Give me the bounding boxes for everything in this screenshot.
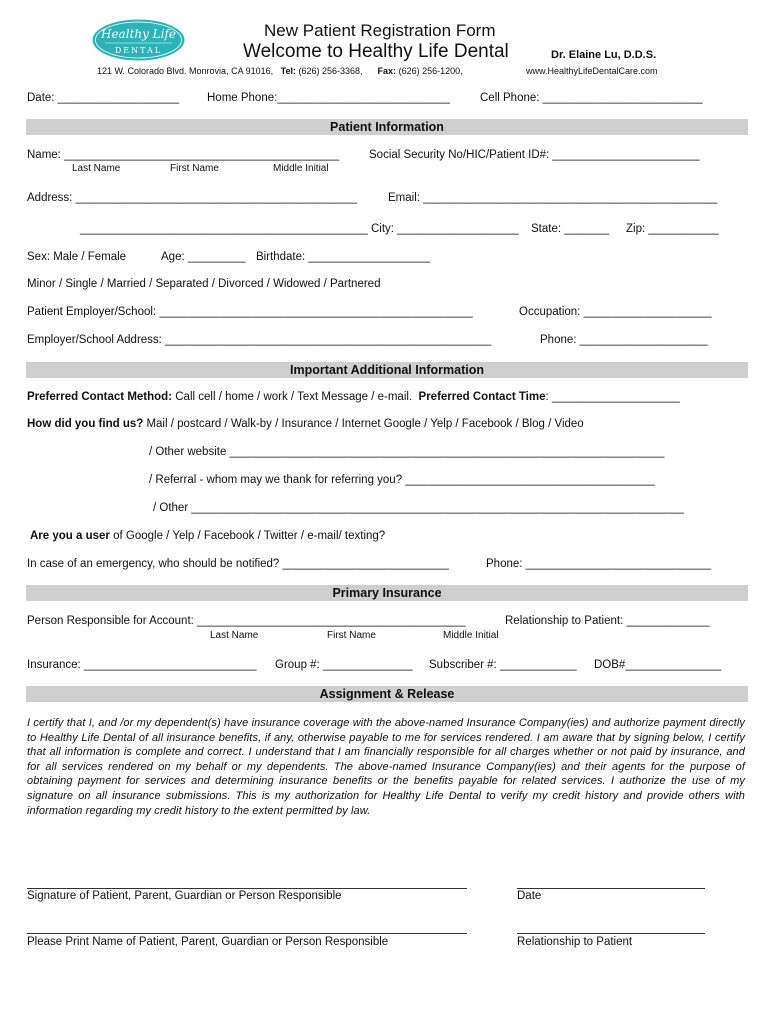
date-signature-line[interactable]: [517, 888, 705, 889]
form-title: New Patient Registration Form: [264, 21, 496, 40]
additional-information-header: Important Additional Information: [26, 362, 748, 378]
state-field[interactable]: State: _______: [531, 223, 610, 235]
contact-time-label: Preferred Contact Time: [418, 391, 546, 403]
find-us-row[interactable]: [27, 418, 584, 430]
occupation-field[interactable]: Occupation: ____________________: [519, 306, 712, 318]
emergency-phone-field[interactable]: Phone: _____________________________: [486, 558, 712, 570]
assignment-release-header: Assignment & Release: [26, 686, 748, 702]
group-number-field[interactable]: Group #: ______________: [275, 659, 413, 671]
employer-phone-field[interactable]: Phone: ____________________: [540, 334, 708, 346]
user-of-row[interactable]: [30, 530, 385, 542]
doctor-name: Dr. Elaine Lu, D.D.S.: [551, 49, 657, 61]
relationship-label: Relationship to Patient: [517, 936, 633, 948]
signature-label: Signature of Patient, Parent, Guardian or Person Responsible: [27, 890, 342, 902]
logo-text-dental: DENTAL: [114, 46, 163, 55]
name-field[interactable]: Name: ___________________________________________: [27, 149, 340, 161]
contact-method-options: Call cell / home / work / Text Message / e-mail.: [172, 391, 413, 403]
fax-label: Fax:: [377, 66, 397, 76]
ins-last-name-caption: Last Name: [210, 630, 259, 641]
city-field[interactable]: _____________________________________________ City: ___________________: [80, 223, 519, 235]
print-name-line[interactable]: [27, 933, 467, 934]
subscriber-number-field[interactable]: Subscriber #: ____________: [429, 659, 577, 671]
address-field[interactable]: Address: ____________________________________________: [27, 192, 357, 204]
employer-field[interactable]: Patient Employer/School: _________________________________________________: [27, 306, 473, 318]
dob-field[interactable]: DOB#_______________: [594, 659, 722, 671]
home-phone-field[interactable]: Home Phone:___________________________: [207, 92, 451, 104]
responsible-person-field[interactable]: Person Responsible for Account: __________________________________________: [27, 615, 466, 627]
release-statement: I certify that I, and /or my dependent(s) have insurance coverage with the above-named Insurance Company(ies) and authorize payment directly to Healthy Life Dental of all insurance benefits, if any, otherwise payable to me for services rendered. I am aware that by signing below, I certify that all information is complete and correct. I understand that I am financially responsible for all charges whether or not paid by insurance, and for all services rendered on my behalf or my dependents. The above-named Insurance Company(ies) and their agents for the purpose of obtaining payment for services and determining insurance benefits or the benefits payable for related services. I authorize the use of my signature on all insurance submissions. This is my authorization for Healthy Life Dental to verify my credit history and provide others with information regarding my credit history to the extent permitted by law.: [27, 717, 745, 817]
website: www.HealthyLifeDentalCare.com: [526, 66, 658, 76]
primary-insurance-header: Primary Insurance: [26, 585, 748, 601]
first-name-caption: First Name: [170, 163, 219, 174]
email-field[interactable]: Email: ______________________________________________: [388, 192, 718, 204]
last-name-caption: Last Name: [72, 163, 121, 174]
ssn-field[interactable]: Social Security No/HIC/Patient ID#: _______________________: [369, 149, 700, 161]
age-field[interactable]: Age: _________: [161, 251, 246, 263]
relationship-line[interactable]: [517, 933, 705, 934]
emergency-contact-field[interactable]: In case of an emergency, who should be notified? __________________________: [27, 558, 449, 570]
referral-field[interactable]: / Referral - whom may we thank for referring you? _______________________________________: [149, 474, 655, 486]
find-us-label: How did you find us?: [27, 418, 144, 430]
cell-phone-field[interactable]: Cell Phone: _________________________: [480, 92, 703, 104]
contact-method-label: Preferred Contact Method:: [27, 391, 173, 403]
signature-date-label: Date: [517, 890, 542, 902]
other-field[interactable]: / Other _____________________________________________________________________________: [153, 502, 684, 514]
fax-value: (626) 256-1200,: [398, 66, 463, 76]
print-name-label: Please Print Name of Patient, Parent, Guardian or Person Responsible: [27, 936, 389, 948]
user-options: of Google / Yelp / Facebook / Twitter / e-mail/ texting?: [109, 530, 386, 542]
ins-middle-initial-caption: Middle Initial: [443, 630, 499, 641]
find-us-options: Mail / postcard / Walk-by / Insurance / Internet Google / Yelp / Facebook / Blog / Video: [143, 418, 584, 430]
sex-options[interactable]: Sex: Male / Female: [27, 251, 127, 263]
patient-information-header: Patient Information: [26, 119, 748, 135]
welcome-heading: Welcome to Healthy Life Dental: [243, 41, 509, 62]
middle-initial-caption: Middle Initial: [273, 163, 329, 174]
insurance-field[interactable]: Insurance: ___________________________: [27, 659, 257, 671]
relationship-field[interactable]: Relationship to Patient: _____________: [505, 615, 710, 627]
other-website-field[interactable]: / Other website ____________________________________________________________________: [149, 446, 665, 458]
user-label: Are you a user: [30, 530, 110, 542]
signature-line[interactable]: [27, 888, 467, 889]
ins-first-name-caption: First Name: [327, 630, 376, 641]
marital-status-options[interactable]: Minor / Single / Married / Separated / Divorced / Widowed / Partnered: [27, 278, 381, 290]
tel-value: (626) 256-3368,: [298, 66, 363, 76]
date-field[interactable]: Date: ___________________: [27, 92, 180, 104]
zip-field[interactable]: Zip: ___________: [626, 223, 719, 235]
contact-method-row[interactable]: [27, 391, 680, 403]
tel-label: Tel:: [280, 66, 296, 76]
contact-time-field: : ____________________: [545, 391, 680, 403]
employer-address-field[interactable]: Employer/School Address: ___________________________________________________: [27, 334, 492, 346]
birthdate-field[interactable]: Birthdate: ___________________: [256, 251, 430, 263]
healthy-life-dental-logo: [91, 18, 186, 62]
office-address: 121 W. Colorado Blvd. Monrovia, CA 91016, Tel: (626) 256-3368, Fax: (626) 256-1200,: [97, 66, 463, 76]
logo-text-healthy-life: Healthy Life: [100, 27, 177, 41]
